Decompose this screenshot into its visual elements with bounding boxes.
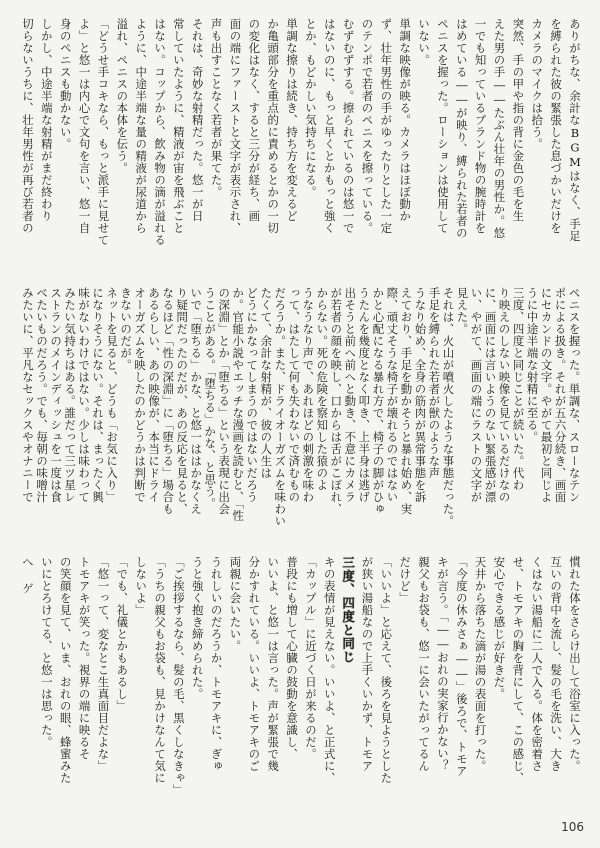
text-column: どうにかなってしまうのではないだろう bbox=[245, 287, 260, 503]
text-column: オーガズムを映したのかどうかは判断で bbox=[133, 287, 148, 503]
text-column: はないのに、もっと早くとかもっと強く bbox=[322, 18, 337, 234]
text-column: たくて、余計な射精が、彼の人生は bbox=[259, 287, 274, 479]
text-column: うれしいのだろうか、トモアキに、ぎゅ bbox=[209, 556, 224, 772]
text-column: はない。コップから、飲み物の滴が溢れる bbox=[153, 18, 168, 246]
text-column: に、画面には言いようのない緊張感が漂 bbox=[483, 287, 498, 503]
text-column: きないのだが。 bbox=[119, 287, 134, 371]
text-column: 「悠一って、変なとこ生真面目だよな」 bbox=[96, 556, 111, 772]
edge-mark: へ ゲ bbox=[21, 556, 35, 595]
text-column: べたいものだろう。でも、毎朝の味噌汁 bbox=[35, 287, 50, 503]
text-column: ネットを見ると、どうも「お気に入り」 bbox=[105, 287, 120, 503]
text-column: 一でも知っているブランド物の腕時計を bbox=[473, 18, 488, 234]
text-tier-top bbox=[20, 18, 580, 276]
text-column: いで「堕ちる」かな、と悠一ははかなくえ bbox=[189, 287, 204, 515]
text-tier-bottom bbox=[20, 556, 580, 814]
text-column: 互いの背中を流し、髪の毛を洗い、大き bbox=[549, 556, 564, 772]
text-column: 「どうせ手コキなら、もっと派手に見せて bbox=[96, 18, 111, 246]
text-column: 「でも、礼儀とかもあるし」 bbox=[115, 556, 130, 712]
text-column: のテンポで若者のペニスを擦っている。 bbox=[360, 18, 375, 234]
text-column: 声も出すことなく若者が果てた。 bbox=[209, 18, 224, 198]
text-column: しかし、中途半端な射精がまだ終わり bbox=[39, 18, 54, 222]
text-column: それは、奇妙な射精だった。悠一が日 bbox=[190, 18, 205, 222]
page-number: 106 bbox=[561, 820, 584, 834]
text-column: って、はたして何も失わないで済むもの bbox=[287, 287, 302, 503]
text-column: うことがある。「堕ちる」かな、と思う。 bbox=[203, 287, 218, 510]
text-column: なるほど「性の深淵」に「堕ちる」場合も bbox=[161, 287, 176, 515]
text-column: キが言う。「――おれの実家行かない？ bbox=[435, 556, 450, 772]
text-column: 出そうと前へ前へと動き、不意にカメラ bbox=[343, 287, 358, 503]
text-column: だけど」 bbox=[398, 556, 413, 604]
text-column: あるらしい、あの映像が、本当にドライ bbox=[147, 287, 162, 503]
text-column: うなうなり声で、あれほどの刺激を味わ bbox=[301, 287, 316, 503]
text-column: の変化はなく、すると三分が経ち、画 bbox=[247, 18, 262, 222]
text-column: だろうか。また、ドライオーガズムを味わい bbox=[273, 287, 288, 527]
text-column: 天井から落ちた滴が湯の表面を打った。 bbox=[473, 556, 488, 772]
text-column: ありがちな、余計なBGMはなく、手足 bbox=[567, 18, 582, 242]
text-column: ず、壮年男性の手がゆったりとした一定 bbox=[379, 18, 394, 234]
text-column: 三度、四度と同じことが続いた。代わ bbox=[511, 287, 526, 491]
text-column: みたい気持ちはある。誰だって三ツ星レ bbox=[63, 287, 78, 503]
text-column: くはない湯船に二人で入る。体を密着さ bbox=[530, 556, 545, 772]
text-column: 「カップル」に近づく日が来るのだ。 bbox=[303, 556, 318, 760]
text-column: 両親に会いたい。 bbox=[228, 556, 243, 652]
text-column: うに中途半端な射精に至る。 bbox=[525, 287, 540, 443]
text-column: いない。 bbox=[417, 18, 432, 66]
text-column: よ」と悠一は内心で文句を言い、悠一自 bbox=[77, 18, 92, 234]
text-column: 突然、手の甲や指の背に金色の毛を生 bbox=[511, 18, 526, 222]
text-column: になりそうにない。それは、まったく興 bbox=[91, 287, 106, 503]
text-column: トモアキが笑った。視界の端に映るそ bbox=[77, 556, 92, 760]
text-column: カメラのマイクは拾う。 bbox=[530, 18, 545, 150]
text-column: い、やがて、画面の端にラストの文字が bbox=[469, 287, 484, 503]
text-column: うたんを幾度となく叩き、上半身は逃げ bbox=[357, 287, 372, 503]
text-column: 安心できる感じが好きだ。 bbox=[492, 556, 507, 700]
text-column: 味がないわけではない。少しは味わって bbox=[77, 287, 92, 503]
text-column: ペニスを握った。単調な、スローなテン bbox=[567, 287, 582, 503]
text-column: ように、中途半端な量の精液が尿道から bbox=[134, 18, 149, 234]
text-column: り映えのしない映像を見ているだけなの bbox=[497, 287, 512, 503]
text-column: の笑顔を見て、いま、おれの眼、蜂蜜みた bbox=[58, 556, 73, 784]
text-column: ポによる扱き。それが五六分続き、画面 bbox=[553, 287, 568, 503]
text-column: それは、火山が噴火したような事態だった。 bbox=[441, 287, 456, 527]
text-column: 「今度の休みさぁ――」後ろで、トモア bbox=[454, 556, 469, 778]
text-column: からない。死の危険を察知した猿のよ bbox=[315, 287, 330, 491]
text-column: が狭い湯船なので上手くいかず、トモア bbox=[360, 556, 375, 772]
text-tier-middle bbox=[20, 287, 580, 545]
text-column: にセカンドの文字。やがて最初と同じよ bbox=[539, 287, 554, 503]
section-heading: 三度、四度と同じ bbox=[340, 556, 356, 664]
text-column: ペニスを握った。ローションは使用して bbox=[435, 18, 450, 234]
text-column: いいよ、と悠一は言った。声が緊張で幾 bbox=[266, 556, 281, 772]
text-column: うと強く抱き締められた。 bbox=[190, 556, 205, 700]
text-column: 際、頑丈そうな椅子が壊れるのではない bbox=[385, 287, 400, 503]
text-column: を縛られた彼の緊張した息づかいだけを bbox=[549, 18, 564, 234]
text-column: 身のペニスも動かない。 bbox=[58, 18, 73, 150]
text-column: 分かすれている。いいよ、トモアキのご bbox=[247, 556, 262, 772]
text-column: か。官能小説やエッチな漫画を読むと、「性 bbox=[231, 287, 246, 522]
text-column: 見えた。 bbox=[455, 287, 470, 335]
text-column: むずむずする。擦られているのは悠一で bbox=[341, 18, 356, 234]
text-column: うなり始め、全身の筋肉が異常事態を訴 bbox=[413, 287, 428, 503]
text-column: 「ご挨拶するなら、髪の毛、黒くしなきゃ」 bbox=[171, 556, 186, 796]
text-column: 溢れ、ペニスの本体を伝う。 bbox=[115, 18, 130, 174]
text-column: 常していたように、精液が宙を飛ぶこと bbox=[171, 18, 186, 234]
text-column: みたいに、平凡なセックスやオナニーで bbox=[21, 287, 35, 503]
text-column: とか、もどかしい気持ちになる。 bbox=[303, 18, 318, 198]
text-column: いにとろけてる、と悠一は思った。 bbox=[39, 556, 54, 748]
text-column: 慣れた体をさらけ出して浴室に入った。 bbox=[567, 556, 582, 772]
text-column: せ、トモアキの胸を背にして、この感じ、 bbox=[511, 556, 526, 784]
text-column: かと心配になる暴れ方で、椅子の脚がひゅ bbox=[371, 287, 386, 515]
text-column: はめている――が映り、縛られた若者の bbox=[454, 18, 469, 240]
text-column: り疑問だったのだが、あの反応を見ると、 bbox=[175, 287, 190, 515]
text-column: しないよ」 bbox=[134, 556, 149, 616]
text-column: 「いいよ」と応えて、後ろを見ようとした bbox=[379, 556, 394, 784]
text-column: キの表情が見えない。いいよ、と正式に、 bbox=[322, 556, 337, 784]
text-column: ストランのメインディッシュを一度は食 bbox=[49, 287, 64, 503]
text-column: の深淵」とか「堕ちる」という表現に出会 bbox=[217, 287, 232, 515]
text-column: 普段にも増して心臓の鼓動を意識し、 bbox=[285, 556, 300, 760]
text-column: えており、手足を動かそうと暴れ始め、実 bbox=[399, 287, 414, 515]
text-column: 単調な映像が映る。カメラはほぼ動か bbox=[398, 18, 413, 222]
text-column: か亀頭部分を重点的に責めるとかの一切 bbox=[266, 18, 281, 234]
text-column: 手足を縛られた若者が獣のような声 bbox=[427, 287, 442, 479]
text-column: 切らないうちに、壮年男性が再び若者の bbox=[21, 18, 35, 234]
text-column: 「うちの親父もお袋も、見かけなんて気に bbox=[153, 556, 168, 784]
text-column: 単調な擦りは続き、持ち方を変えるど bbox=[285, 18, 300, 222]
text-column: 親父もお袋も、悠一に会いたがってるん bbox=[417, 556, 432, 772]
text-column: 面の端にファーストと文字が表示され、 bbox=[228, 18, 243, 234]
text-column: えた男の手――たぶん壮年の男性か。悠 bbox=[492, 18, 507, 240]
text-column: が若者の顔を映し、口からは舌がこぼれ、 bbox=[329, 287, 344, 515]
